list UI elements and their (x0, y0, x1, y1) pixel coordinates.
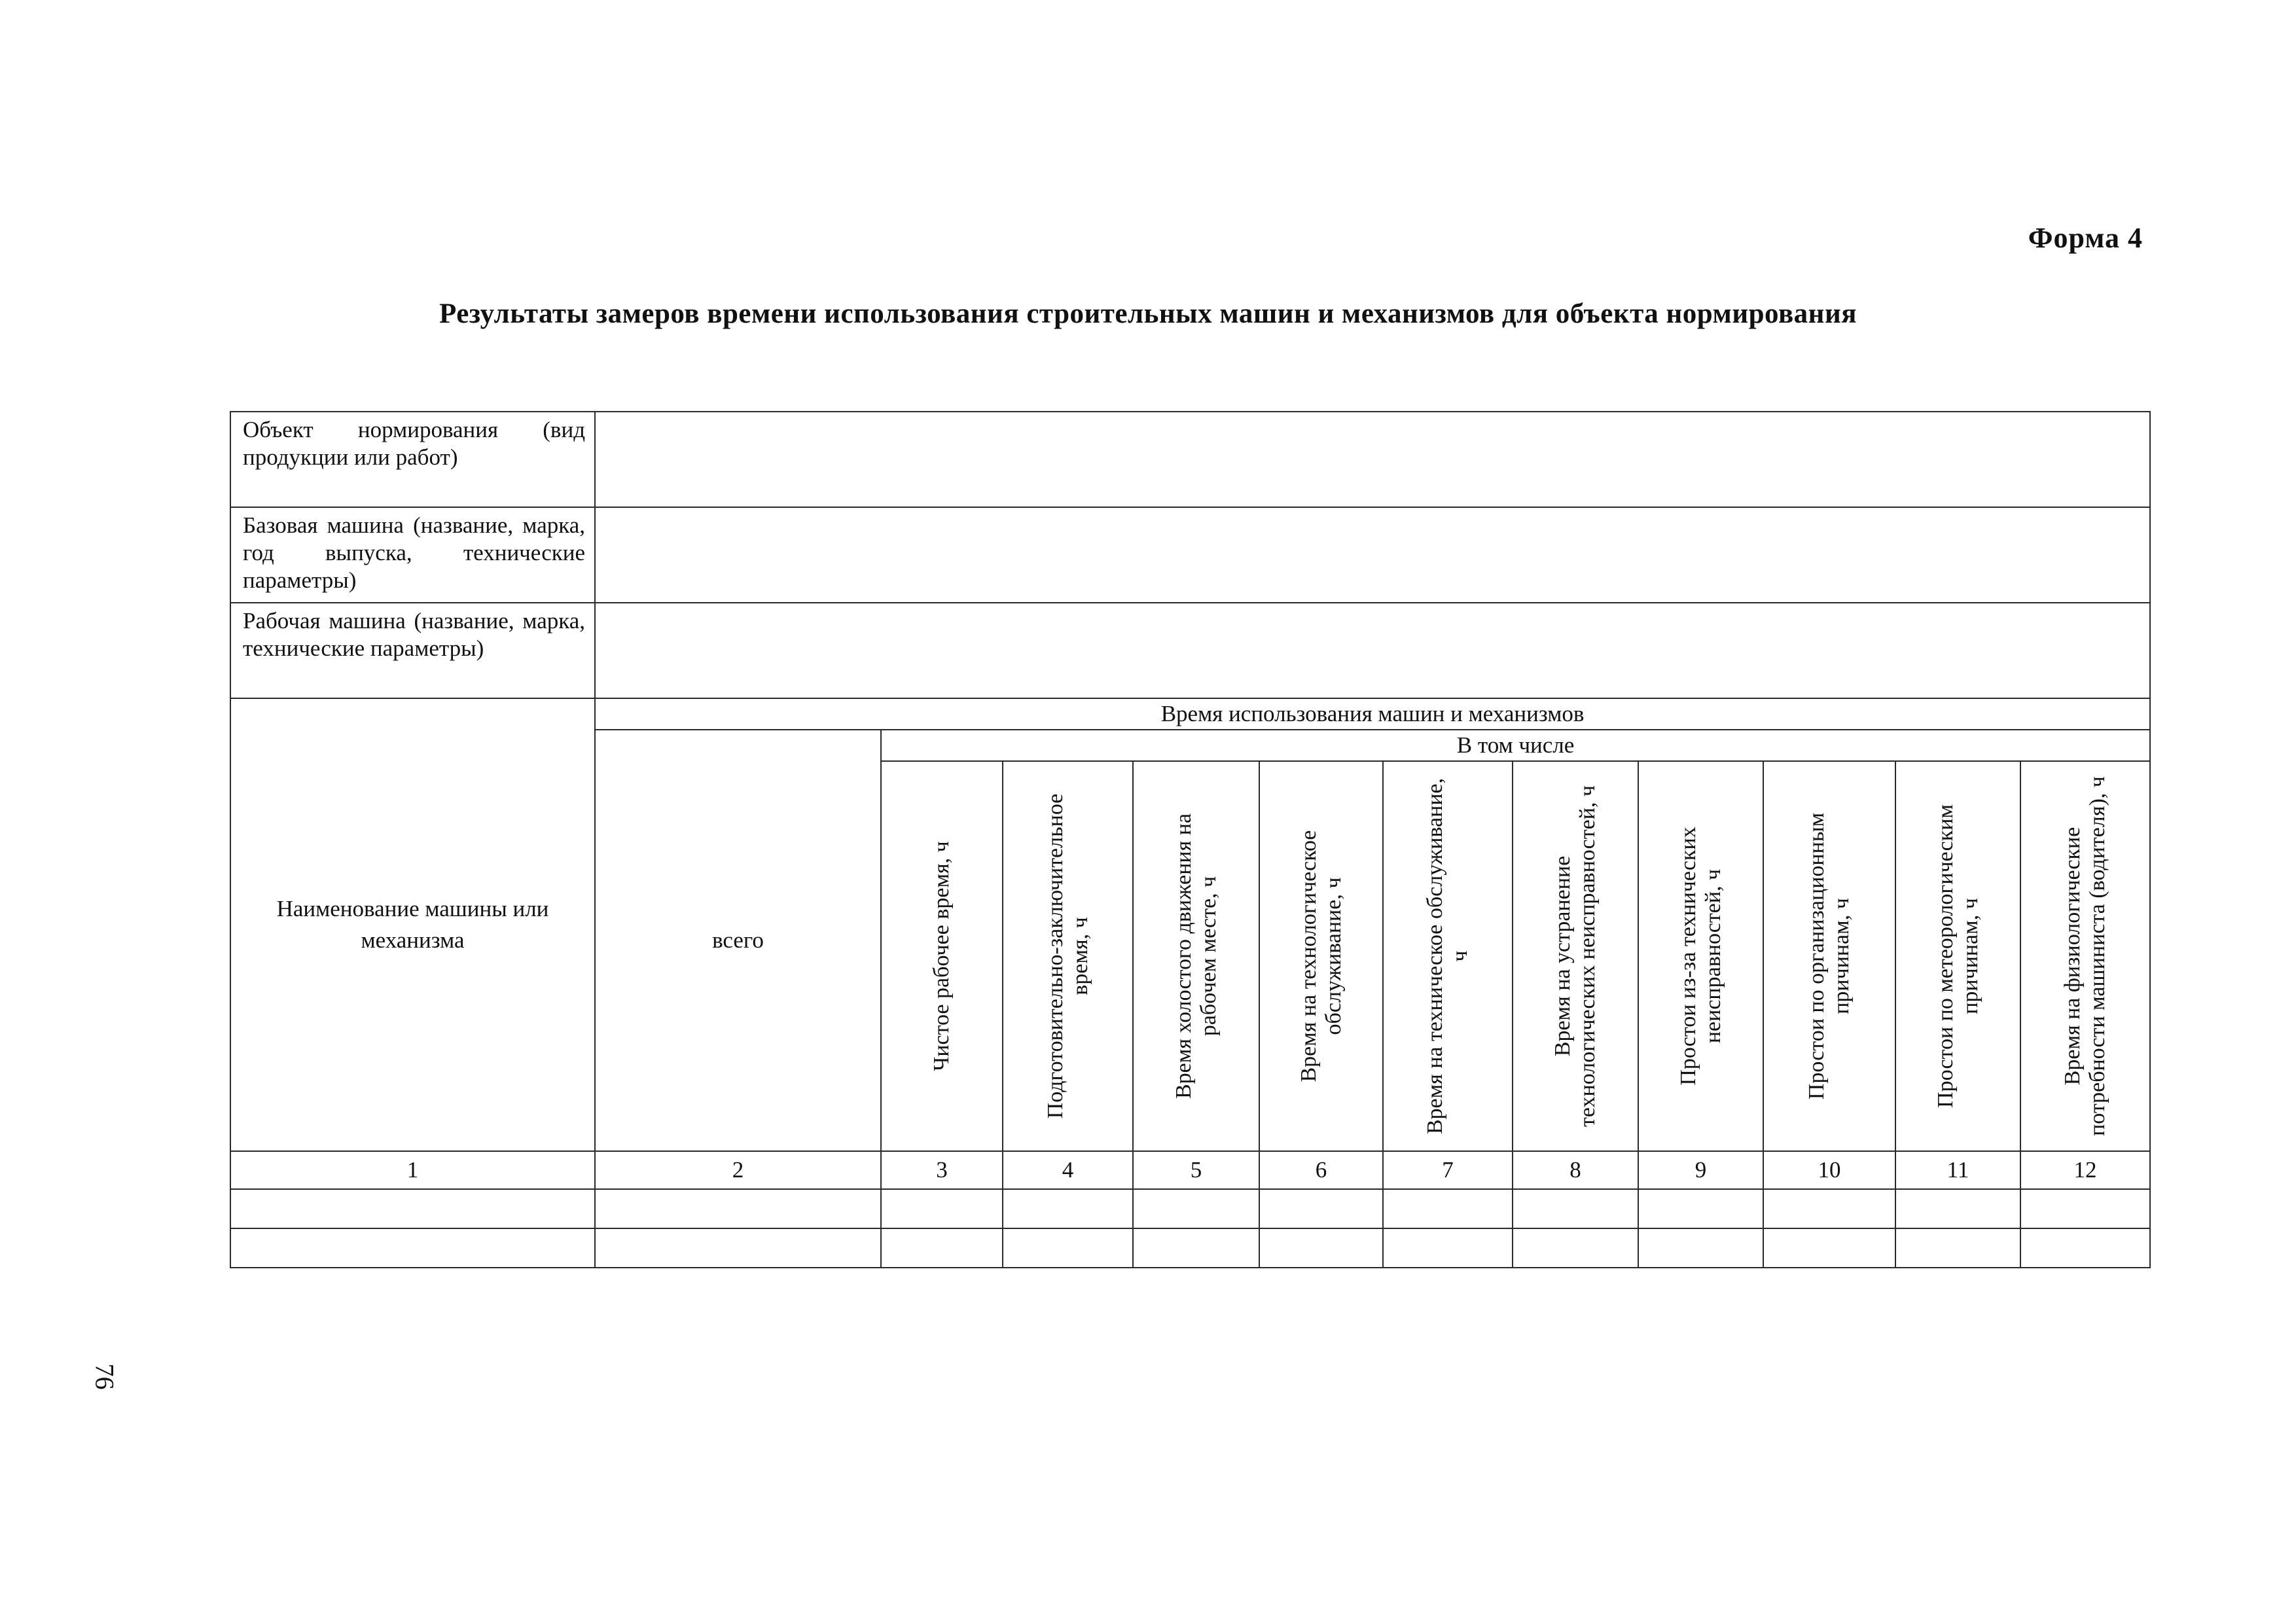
column-header (1003, 761, 1133, 1151)
column-header (1133, 761, 1259, 1151)
data-cell[interactable] (881, 1228, 1003, 1268)
column-number-row (230, 1151, 2150, 1189)
data-row (230, 1228, 2150, 1268)
column-header (2020, 761, 2150, 1151)
data-cell[interactable] (1133, 1228, 1259, 1268)
column-number: 11 (1895, 1151, 2020, 1189)
data-cell[interactable] (1003, 1189, 1133, 1228)
info-label-work-machine: Рабочая машина (название, марка, технические параметры) (230, 603, 595, 698)
column-number: 3 (881, 1151, 1003, 1189)
header-row-group (230, 698, 2150, 730)
data-cell[interactable] (1895, 1228, 2020, 1268)
column-group-header: Время использования машин и механизмов (595, 698, 2150, 730)
data-cell[interactable] (1003, 1228, 1133, 1268)
column-number: 1 (230, 1151, 595, 1189)
column-number: 9 (1638, 1151, 1763, 1189)
data-cell[interactable] (1895, 1189, 2020, 1228)
column-number: 10 (1763, 1151, 1895, 1189)
column-header (1763, 761, 1895, 1151)
column-header-text: Время на техническое обслуживание, ч (1423, 777, 1472, 1135)
column-subgroup-header: В том числе (881, 730, 2150, 761)
page-number: 76 (90, 1363, 120, 1390)
document-title: Результаты замеров времени использования строительных машин и механизмов для объекта нормирования (439, 298, 1857, 329)
column-header-text: Время на устранение технологических неисправностей, ч (1551, 785, 1600, 1127)
column-number: 4 (1003, 1151, 1133, 1189)
data-cell[interactable] (230, 1189, 595, 1228)
data-cell[interactable] (1638, 1189, 1763, 1228)
column-number: 8 (1513, 1151, 1638, 1189)
info-row-object (230, 412, 2150, 507)
column-number: 6 (1259, 1151, 1383, 1189)
column-header (1638, 761, 1763, 1151)
data-cell[interactable] (1513, 1189, 1638, 1228)
column-header-text: Время холостого движения на рабочем месте, ч (1171, 813, 1221, 1099)
column-header-text: Простои из-за технических неисправностей, ч (1676, 827, 1725, 1086)
info-row-base-machine (230, 507, 2150, 603)
data-cell[interactable] (230, 1228, 595, 1268)
data-cell[interactable] (1133, 1189, 1259, 1228)
column-header-text: Подготовительно-заключительное время, ч (1043, 793, 1092, 1119)
info-value-work-machine[interactable] (595, 603, 2150, 698)
data-cell[interactable] (1763, 1228, 1895, 1268)
data-cell[interactable] (1763, 1189, 1895, 1228)
column-number: 7 (1383, 1151, 1513, 1189)
column-header (1895, 761, 2020, 1151)
column-header-text: Время на технологическое обслуживание, ч (1296, 830, 1346, 1082)
data-cell[interactable] (1383, 1228, 1513, 1268)
column-header-text: Чистое рабочее время, ч (929, 841, 954, 1071)
data-cell[interactable] (1259, 1189, 1383, 1228)
column-header-text: Простои по организационным причинам, ч (1804, 812, 1854, 1100)
column-header (1513, 761, 1638, 1151)
data-row (230, 1189, 2150, 1228)
data-cell[interactable] (595, 1189, 881, 1228)
data-cell[interactable] (595, 1228, 881, 1268)
data-cell[interactable] (881, 1189, 1003, 1228)
column-number: 2 (595, 1151, 881, 1189)
data-cell[interactable] (2020, 1189, 2150, 1228)
info-row-work-machine (230, 603, 2150, 698)
column-header-total: всего (595, 730, 881, 1151)
data-cell[interactable] (1259, 1228, 1383, 1268)
column-header-machine-name: Наименование машины или механизма (230, 698, 595, 1151)
data-cell[interactable] (1513, 1228, 1638, 1268)
column-header-text: Время на физиологические потребности машиниста (водителя), ч (2060, 776, 2110, 1136)
info-value-base-machine[interactable] (595, 507, 2150, 603)
info-label-base-machine: Базовая машина (название, марка, год выпуска, технические параметры) (230, 507, 595, 603)
measurement-table (230, 411, 2151, 1268)
form-number-label: Форма 4 (2028, 222, 2143, 254)
column-header (1259, 761, 1383, 1151)
data-cell[interactable] (1383, 1189, 1513, 1228)
column-number: 5 (1133, 1151, 1259, 1189)
data-cell[interactable] (1638, 1228, 1763, 1268)
info-label-object: Объект нормирования (вид продукции или работ) (230, 412, 595, 507)
data-cell[interactable] (2020, 1228, 2150, 1268)
column-header (881, 761, 1003, 1151)
column-number: 12 (2020, 1151, 2150, 1189)
column-header (1383, 761, 1513, 1151)
info-value-object[interactable] (595, 412, 2150, 507)
column-header-text: Простои по метеорологическим причинам, ч (1933, 804, 1982, 1108)
